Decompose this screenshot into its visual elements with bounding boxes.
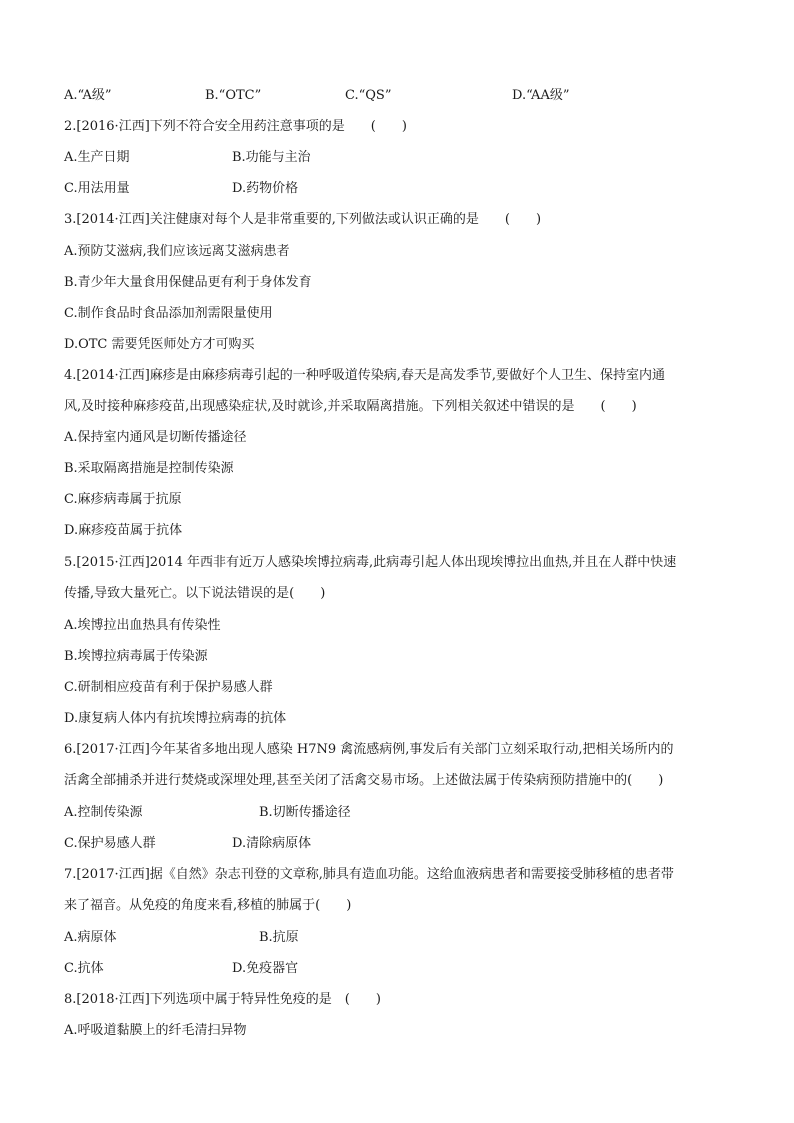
question-5-option-c: C.研制相应疫苗有利于保护易感人群	[64, 680, 273, 695]
question-8-stem: 8.[2018·江西]下列选项中属于特异性免疫的是 ( )	[64, 992, 381, 1007]
top-option-a: A.“A级”	[64, 88, 112, 103]
question-3-option-a: A.预防艾滋病,我们应该远离艾滋病患者	[64, 244, 290, 259]
question-7-stem-line-1: 7.[2017·江西]据《自然》杂志刊登的文章称,肺具有造血功能。这给血液病患者和需要接受肺移植的患者带	[64, 867, 674, 882]
top-option-b: B.“OTC”	[205, 88, 262, 103]
question-4-stem-line-1: 4.[2014·江西]麻疹是由麻疹病毒引起的一种呼吸道传染病,春天是高发季节,要做好个人卫生、保持室内通	[64, 368, 666, 383]
question-2-option-d: D.药物价格	[232, 181, 299, 196]
question-7-option-c: C.抗体	[64, 961, 104, 976]
question-2-stem: 2.[2016·江西]下列不符合安全用药注意事项的是 ( )	[64, 119, 407, 134]
question-3-option-d: D.OTC 需要凭医师处方才可购买	[64, 337, 255, 352]
question-6-option-b: B.切断传播途径	[259, 805, 351, 820]
question-7-option-d: D.免疫器官	[232, 961, 299, 976]
question-3-option-b: B.青少年大量食用保健品更有利于身体发育	[64, 275, 312, 290]
question-5-option-b: B.埃博拉病毒属于传染源	[64, 649, 208, 664]
question-5-stem-line-2: 传播,导致大量死亡。以下说法错误的是( )	[64, 586, 326, 601]
question-2-option-b: B.功能与主治	[232, 150, 311, 165]
question-7-stem-line-2: 来了福音。从免疫的角度来看,移植的肺属于( )	[64, 898, 352, 913]
question-8-option-a: A.呼吸道黏膜上的纤毛清扫异物	[64, 1023, 247, 1038]
question-6-option-a: A.控制传染源	[64, 805, 143, 820]
question-4-option-d: D.麻疹疫苗属于抗体	[64, 523, 183, 538]
question-4-stem-line-2: 风,及时接种麻疹疫苗,出现感染症状,及时就诊,并采取隔离措施。下列相关叙述中错误的是 ( )	[64, 399, 637, 414]
question-5-option-d: D.康复病人体内有抗埃博拉病毒的抗体	[64, 711, 287, 726]
question-4-option-b: B.采取隔离措施是控制传染源	[64, 461, 234, 476]
question-5-option-a: A.埃博拉出血热具有传染性	[64, 618, 221, 633]
top-option-c: C.“QS”	[345, 88, 392, 103]
question-7-option-b: B.抗原	[259, 930, 299, 945]
question-3-option-c: C.制作食品时食品添加剂需限量使用	[64, 306, 273, 321]
top-option-d: D.“AA级”	[512, 88, 570, 103]
question-6-option-d: D.清除病原体	[232, 836, 312, 851]
question-4-option-c: C.麻疹病毒属于抗原	[64, 492, 182, 507]
question-7-option-a: A.病原体	[64, 930, 117, 945]
question-3-stem: 3.[2014·江西]关注健康对每个人是非常重要的,下列做法或认识正确的是 ( )	[64, 212, 542, 227]
question-4-option-a: A.保持室内通风是切断传播途径	[64, 430, 247, 445]
question-2-option-a: A.生产日期	[64, 150, 130, 165]
question-6-option-c: C.保护易感人群	[64, 836, 156, 851]
question-2-option-c: C.用法用量	[64, 181, 130, 196]
question-5-stem-line-1: 5.[2015·江西]2014 年西非有近万人感染埃博拉病毒,此病毒引起人体出现埃博拉出血热,并且在人群中快速	[64, 555, 677, 570]
question-6-stem-line-2: 活禽全部捕杀并进行焚烧或深埋处理,甚至关闭了活禽交易市场。上述做法属于传染病预防措施中的( )	[64, 773, 664, 788]
question-6-stem-line-1: 6.[2017·江西]今年某省多地出现人感染 H7N9 禽流感病例,事发后有关部门立刻采取行动,把相关场所内的	[64, 742, 674, 757]
